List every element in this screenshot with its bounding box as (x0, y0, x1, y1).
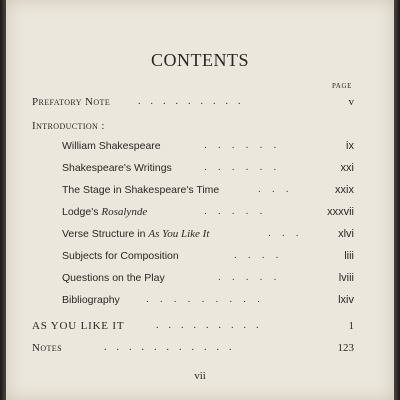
leader-dots: . . . . . . . . . . . (104, 342, 232, 353)
toc-entry-page: liii (344, 250, 354, 262)
toc-entry-bibliography (6, 292, 394, 308)
toc-entry-page: xxxvii (327, 206, 354, 218)
leader-dots: . . . (258, 184, 289, 195)
toc-entry-label: Introduction : (32, 120, 105, 132)
toc-entry-page: xxi (340, 162, 354, 174)
toc-entry-label: Subjects for Composition (62, 250, 179, 262)
toc-entry-label: AS YOU LIKE IT (32, 320, 125, 332)
leader-dots: . . . . . . . . . (146, 294, 260, 305)
toc-entry-introduction (6, 118, 394, 134)
toc-entry-label: Notes (32, 342, 62, 354)
leader-dots: . . . . . (218, 272, 277, 283)
toc-entry-lodge (6, 204, 394, 220)
toc-entry-page: v (348, 96, 354, 108)
toc-entry-page: ix (346, 140, 354, 152)
toc-entry-page: 1 (348, 320, 354, 332)
page-column-label: PAGE (331, 82, 352, 90)
leader-dots: . . . . . . (204, 162, 277, 173)
leader-dots: . . . . . . . . . (138, 96, 241, 107)
toc-entry-page: 123 (337, 342, 354, 354)
contents-heading: CONTENTS (151, 50, 249, 70)
toc-entry-label: Prefatory Note (32, 96, 111, 108)
toc-entry-label-italic: As You Like It (148, 228, 210, 240)
leader-dots: . . . . . . . . . (156, 320, 259, 331)
toc-entry-page: lxiv (338, 294, 354, 306)
toc-entry-label: Shakespeare's Writings (62, 162, 172, 174)
toc-entry-label-roman: Verse Structure in (62, 228, 149, 240)
toc-entry-prefatory (6, 94, 394, 110)
toc-entry-label-italic: Rosalynde (101, 206, 148, 218)
toc-entry-writings (6, 160, 394, 176)
leader-dots: . . . . . (204, 206, 263, 217)
leader-dots: . . . . . . (204, 140, 277, 151)
toc-entry-william (6, 138, 394, 154)
toc-entry-verse (6, 226, 394, 242)
book-page (6, 0, 394, 400)
toc-entry-play (6, 318, 394, 334)
toc-entry-page: xlvi (338, 228, 354, 240)
page-edge-right (394, 0, 400, 400)
leader-dots: . . . . (234, 250, 279, 261)
toc-entry-label-roman: Lodge's (62, 206, 102, 218)
toc-entry-label: Bibliography (62, 294, 120, 306)
toc-entry-page: lviii (338, 272, 354, 284)
toc-entry-questions (6, 270, 394, 286)
toc-entry-label (62, 204, 147, 220)
toc-entry-label: William Shakespeare (62, 140, 161, 152)
leader-dots: . . . (268, 228, 299, 239)
page-folio: vii (194, 370, 206, 382)
toc-entry-label: The Stage in Shakespeare's Time (62, 184, 220, 196)
toc-entry-subjects (6, 248, 394, 264)
toc-entry-notes (6, 340, 394, 356)
toc-entry-page: xxix (335, 184, 354, 196)
toc-entry-label: Questions on the Play (62, 272, 165, 284)
toc-entry-label (62, 226, 209, 242)
toc-entry-stage (6, 182, 394, 198)
